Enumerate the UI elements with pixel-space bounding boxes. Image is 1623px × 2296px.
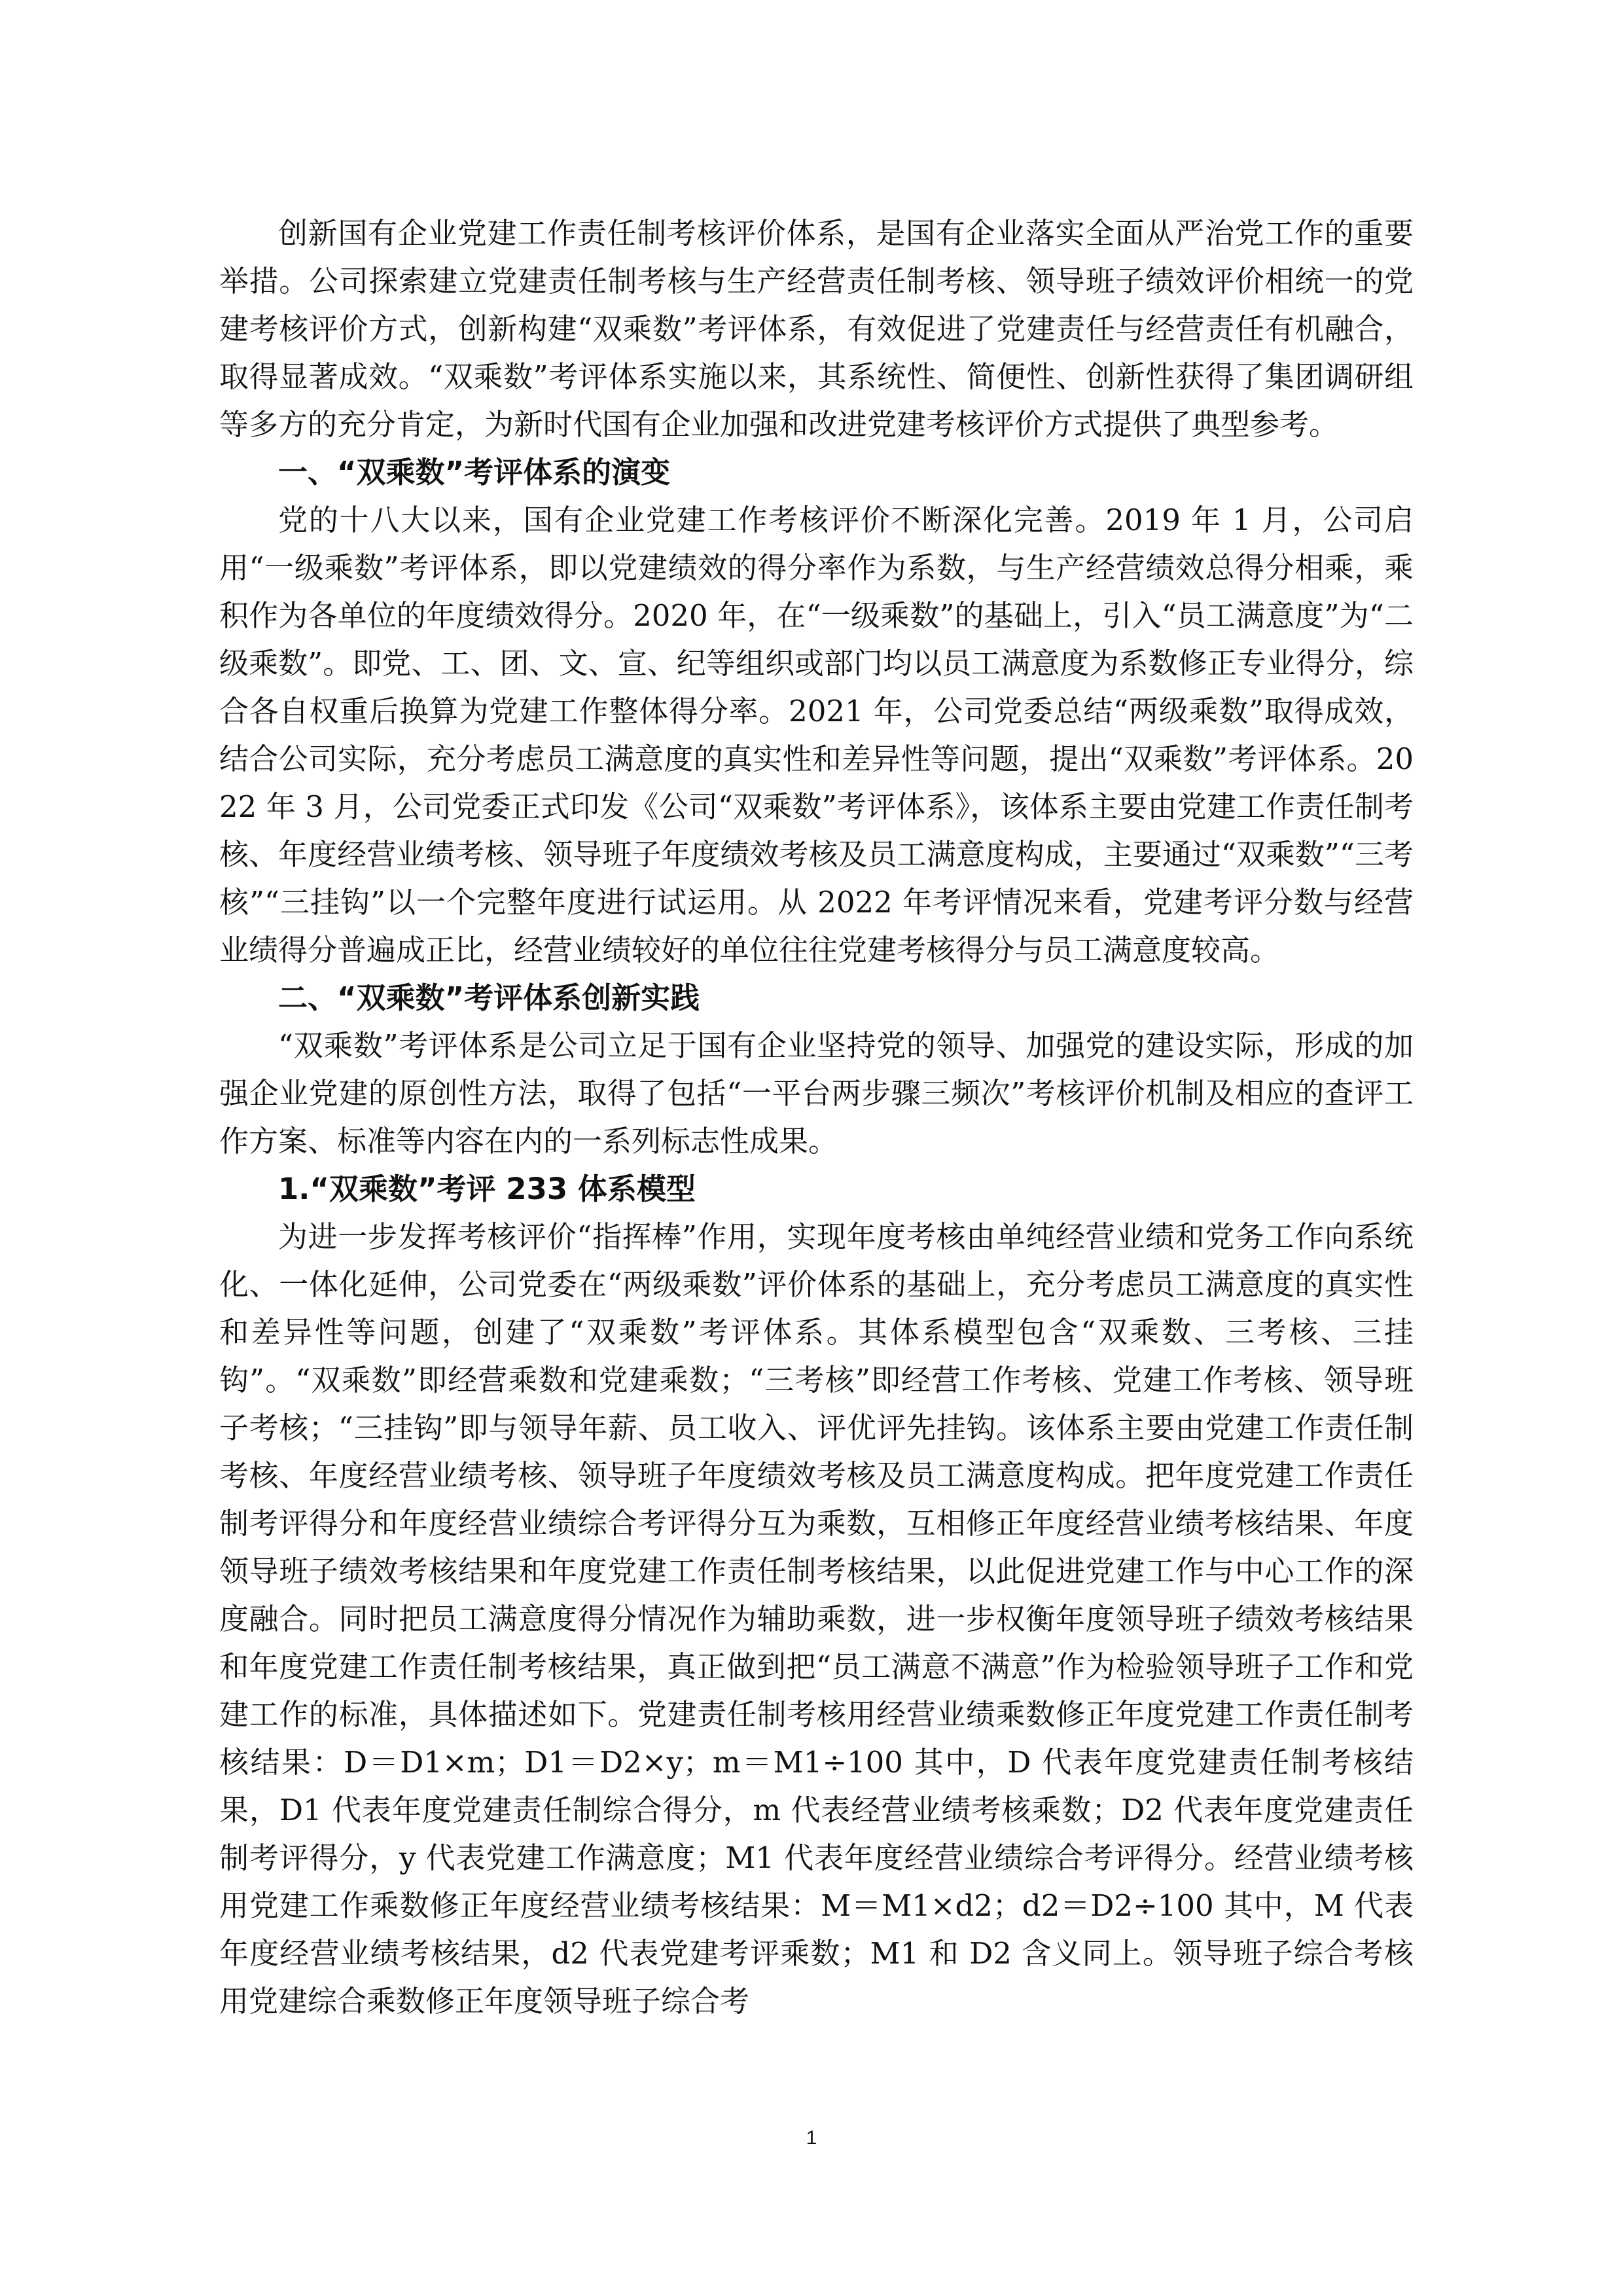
- section-1-paragraph: 党的十八大以来，国有企业党建工作考核评价不断深化完善。2019 年 1 月，公司启用“一级乘数”考评体系，即以党建绩效的得分率作为系数，与生产经营绩效总得分相乘，乘积作为各单位的年度绩效得分。2020 年，在“一级乘数”的基础上，引入“员工满意度”为“二级乘数”。即党、工、团、文、宣、纪等组织或部门均以员工满意度为系数修正专业得分，综合各自权重后换算为党建工作整体得分率。2021 年，公司党委总结“两级乘数”取得成效，结合公司实际，充分考虑员工满意度的真实性和差异性等问题，提出“双乘数”考评体系。2022 年 3 月，公司党委正式印发《公司“双乘数”考评体系》，该体系主要由党建工作责任制考核、年度经营业绩考核、领导班子年度绩效考核及员工满意度构成，主要通过“双乘数”“三考核”“三挂钩”以一个完整年度进行试运用。从 2022 年考评情况来看，党建考评分数与经营业绩得分普遍成正比，经营业绩较好的单位往往党建考核得分与员工满意度较高。: [219, 503, 1414, 967]
- subsection-heading-1: 1.“双乘数”考评 233 体系模型: [278, 1172, 696, 1206]
- document-body: [219, 209, 1414, 2025]
- section-heading-2: 二、“双乘数”考评体系创新实践: [278, 980, 700, 1015]
- section-2-paragraph: “双乘数”考评体系是公司立足于国有企业坚持党的领导、加强党的建设实际，形成的加强企业党建的原创性方法，取得了包括“一平台两步骤三频次”考核评价机制及相应的查评工作方案、标准等内容在内的一系列标志性成果。: [219, 1028, 1414, 1158]
- page-number: 1: [806, 2127, 817, 2149]
- section-heading-1: 一、“双乘数”考评体系的演变: [278, 455, 671, 490]
- subsection-1-paragraph: 为进一步发挥考核评价“指挥棒”作用，实现年度考核由单纯经营业绩和党务工作向系统化、一体化延伸，公司党委在“两级乘数”评价体系的基础上，充分考虑员工满意度的真实性和差异性等问题，创建了“双乘数”考评体系。其体系模型包含“双乘数、三考核、三挂钩”。“双乘数”即经营乘数和党建乘数；“三考核”即经营工作考核、党建工作考核、领导班子考核；“三挂钩”即与领导年薪、员工收入、评优评先挂钩。该体系主要由党建工作责任制考核、年度经营业绩考核、领导班子年度绩效考核及员工满意度构成。把年度党建工作责任制考评得分和年度经营业绩综合考评得分互为乘数，互相修正年度经营业绩考核结果、年度领导班子绩效考核结果和年度党建工作责任制考核结果，以此促进党建工作与中心工作的深度融合。同时把员工满意度得分情况作为辅助乘数，进一步权衡年度领导班子绩效考核结果和年度党建工作责任制考核结果，真正做到把“员工满意不满意”作为检验领导班子工作和党建工作的标准，具体描述如下。党建责任制考核用经营业绩乘数修正年度党建工作责任制考核结果：D＝D1×m；D1＝D2×y；m＝M1÷100 其中，D 代表年度党建责任制考核结果，D1 代表年度党建责任制综合得分，m 代表经营业绩考核乘数；D2 代表年度党建责任制考评得分，y 代表党建工作满意度；M1 代表年度经营业绩综合考评得分。经营业绩考核用党建工作乘数修正年度经营业绩考核结果：M＝M1×d2；d2＝D2÷100 其中，M 代表年度经营业绩考核结果，d2 代表党建考评乘数；M1 和 D2 含义同上。领导班子综合考核用党建综合乘数修正年度领导班子综合考: [219, 1219, 1414, 2018]
- intro-paragraph: 创新国有企业党建工作责任制考核评价体系，是国有企业落实全面从严治党工作的重要举措。公司探索建立党建责任制考核与生产经营责任制考核、领导班子绩效评价相统一的党建考核评价方式，创新构建“双乘数”考评体系，有效促进了党建责任与经营责任有机融合，取得显著成效。“双乘数”考评体系实施以来，其系统性、简便性、创新性获得了集团调研组等多方的充分肯定，为新时代国有企业加强和改进党建考核评价方式提供了典型参考。: [219, 216, 1414, 442]
